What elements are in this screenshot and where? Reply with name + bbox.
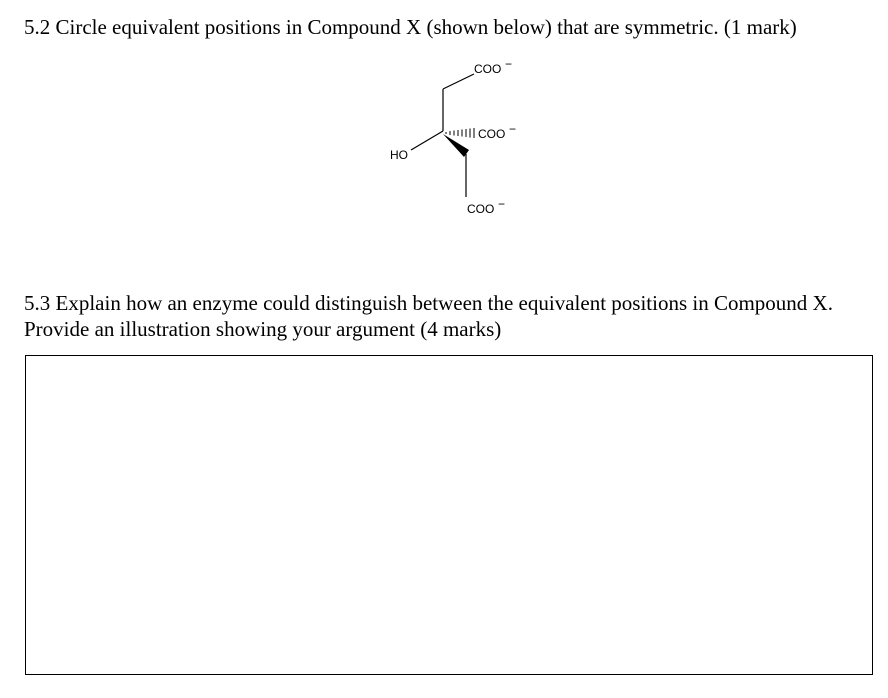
bond-coo-ch2-top: [443, 74, 474, 89]
compound-x-structure[interactable]: [370, 55, 550, 225]
hydroxyl-label: HO: [390, 148, 408, 162]
answer-box[interactable]: [25, 355, 873, 675]
right-carboxylate-label: COO: [478, 127, 506, 141]
question-5-2-text: 5.2 Circle equivalent positions in Compound X (shown below) that are symmetric. (1 mark): [24, 15, 797, 39]
compound-x-svg: [370, 55, 550, 225]
question-5-3-line2: Provide an illustration showing your argument (4 marks): [24, 317, 502, 341]
top-carboxylate-charge: −: [505, 57, 513, 71]
bottom-carboxylate-charge: −: [498, 197, 506, 211]
question-5-3-line1: 5.3 Explain how an enzyme could distinguish between the equivalent positions in Compound X.: [24, 291, 833, 315]
right-carboxylate-charge: −: [509, 122, 517, 136]
solid-wedge-bond: [443, 134, 469, 157]
question-5-3-text: [24, 290, 884, 342]
bottom-carboxylate-label: COO: [467, 202, 495, 216]
bond-central-oh: [411, 131, 443, 150]
hashed-wedge-bond: [446, 128, 474, 138]
top-carboxylate-label: COO: [474, 62, 502, 76]
